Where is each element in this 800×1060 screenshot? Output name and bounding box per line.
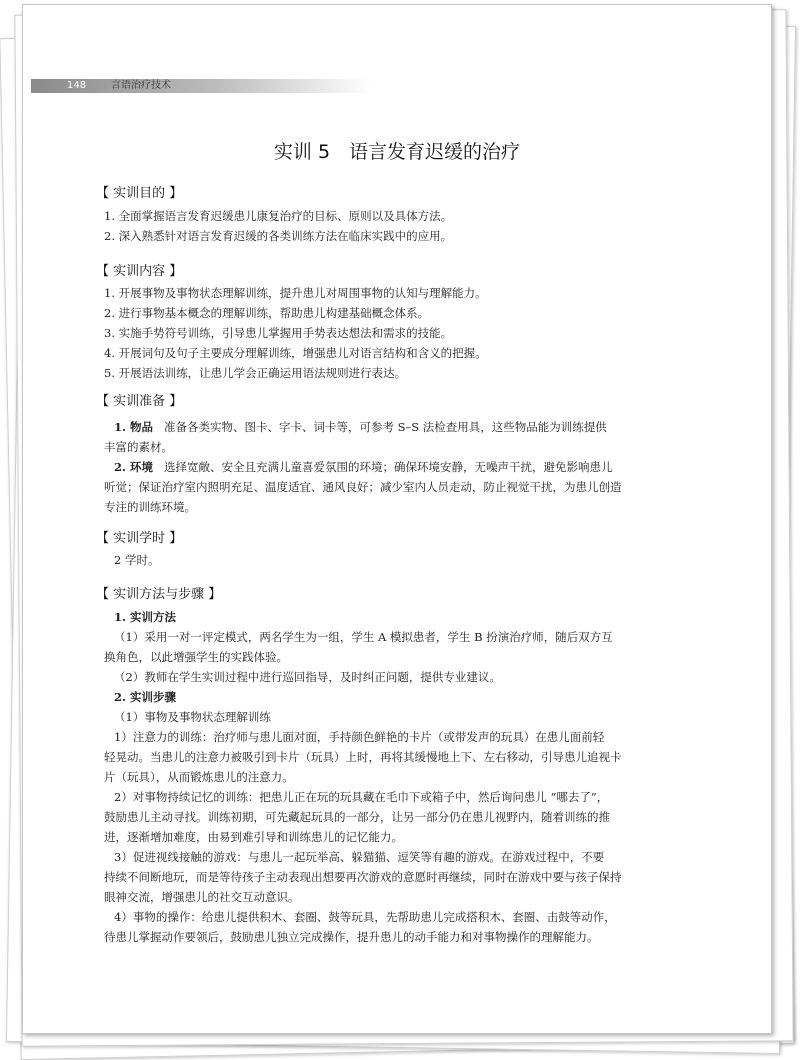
step-paragraph-line: 片（玩具），从而锻炼患儿的注意力。 bbox=[104, 770, 294, 784]
step-paragraph-line: 3）促进视线接触的游戏：与患儿一起玩举高、躲猫猫、逗笑等有趣的游戏。在游戏过程中，不要 bbox=[114, 850, 605, 864]
preparation-text: 专注的训练环境。 bbox=[104, 500, 196, 514]
method-text: （2）教师在学生实训过程中进行巡回指导，及时纠正问题，提供专业建议。 bbox=[114, 670, 501, 684]
preparation-text: 准备各类实物、图卡、字卡、词卡等，可参考 S–S 法检查用具，这些物品能为训练提供 bbox=[163, 420, 607, 434]
step-paragraph-line: 2）对事物持续记忆的训练：把患儿正在玩的玩具藏在毛巾下或箱子中，然后询问患儿 “哪去了”， bbox=[114, 790, 609, 804]
preparation-text: 丰富的素材。 bbox=[104, 440, 173, 454]
subheading-method: 1. 实训方法 bbox=[114, 610, 177, 624]
step-paragraph-line: 持续不间断地玩，而是等待孩子主动表现出想要再次游戏的意愿时再继续，同时在游戏中要与孩子保持 bbox=[104, 870, 622, 884]
subheading-steps: 2. 实训步骤 bbox=[114, 690, 177, 704]
content-item: 4. 开展词句及句子主要成分理解训练，增强患儿对语言结构和含义的把握。 bbox=[104, 346, 487, 360]
page-title: 实训 5 语言发育迟缓的治疗 bbox=[273, 141, 521, 163]
section-heading-preparation: 【 实训准备 】 bbox=[96, 394, 183, 409]
step-paragraph-line: 轻晃动。当患儿的注意力被吸引到卡片（玩具）上时，再将其缓慢地上下、左右移动，引导患儿追视卡 bbox=[104, 750, 622, 764]
step-heading: （1）事物及事物状态理解训练 bbox=[114, 710, 271, 724]
preparation-label: 1. 物品 bbox=[114, 420, 154, 434]
preparation-text: 选择宽敞、安全且充满儿童喜爱氛围的环境；确保环境安静，无噪声干扰，避免影响患儿 bbox=[163, 460, 613, 474]
section-heading-hours: 【 实训学时 】 bbox=[96, 531, 183, 546]
preparation-text: 听觉；保证治疗室内照明充足、温度适宜、通风良好；减少室内人员走动，防止视觉干扰，为患儿创造 bbox=[104, 480, 622, 494]
step-paragraph-line: 进，逐渐增加难度，由易到难引导和训练患儿的记忆能力。 bbox=[104, 830, 403, 844]
step-paragraph-line: 4）事物的操作：给患儿提供积木、套圈、鼓等玩具，先帮助患儿完成搭积木、套圈、击鼓等动作， bbox=[114, 910, 616, 924]
content-item: 3. 实施手势符号训练，引导患儿掌握用手势表达想法和需求的技能。 bbox=[104, 326, 453, 340]
content-item: 5. 开展语法训练，让患儿学会正确运用语法规则进行表达。 bbox=[104, 366, 407, 380]
section-heading-content: 【 实训内容 】 bbox=[96, 264, 183, 279]
content-item: 2. 进行事物基本概念的理解训练，帮助患儿构建基础概念体系。 bbox=[104, 306, 430, 320]
step-paragraph-line: 鼓励患儿主动寻找。训练初期，可先藏起玩具的一部分，让另一部分仍在患儿视野内，随着训练的推 bbox=[104, 810, 610, 824]
book-title: 言语治疗技术 bbox=[111, 80, 171, 91]
step-paragraph-line: 1）注意力的训练：治疗师与患儿面对面，手持颜色鲜艳的卡片（或带发声的玩具）在患儿面前轻 bbox=[114, 730, 605, 744]
step-paragraph-line: 眼神交流，增强患儿的社交互动意识。 bbox=[104, 890, 300, 904]
hours-text: 2 学时。 bbox=[114, 553, 160, 567]
method-text: （1）采用一对一评定模式，两名学生为一组，学生 A 模拟患者，学生 B 扮演治疗师，随后双方互 bbox=[114, 630, 613, 644]
preparation-label: 2. 环境 bbox=[114, 460, 154, 474]
method-text: 换角色，以此增强学生的实践体验。 bbox=[104, 650, 288, 664]
purpose-item: 2. 深入熟悉针对语言发育迟缓的各类训练方法在临床实践中的应用。 bbox=[104, 229, 453, 243]
page-number: 148 bbox=[67, 80, 87, 91]
step-paragraph-line: 待患儿掌握动作要领后，鼓励患儿独立完成操作，提升患儿的动手能力和对事物操作的理解能力。 bbox=[104, 930, 599, 944]
section-heading-purpose: 【 实训目的 】 bbox=[96, 186, 183, 201]
content-item: 1. 开展事物及事物状态理解训练，提升患儿对周围事物的认知与理解能力。 bbox=[104, 286, 487, 300]
purpose-item: 1. 全面掌握语言发育迟缓患儿康复治疗的目标、原则以及具体方法。 bbox=[104, 209, 453, 223]
preparation-item-environment bbox=[114, 459, 612, 475]
preparation-item-materials bbox=[114, 419, 607, 435]
running-header bbox=[31, 79, 371, 93]
section-heading-methods: 【 实训方法与步骤 】 bbox=[96, 587, 222, 602]
